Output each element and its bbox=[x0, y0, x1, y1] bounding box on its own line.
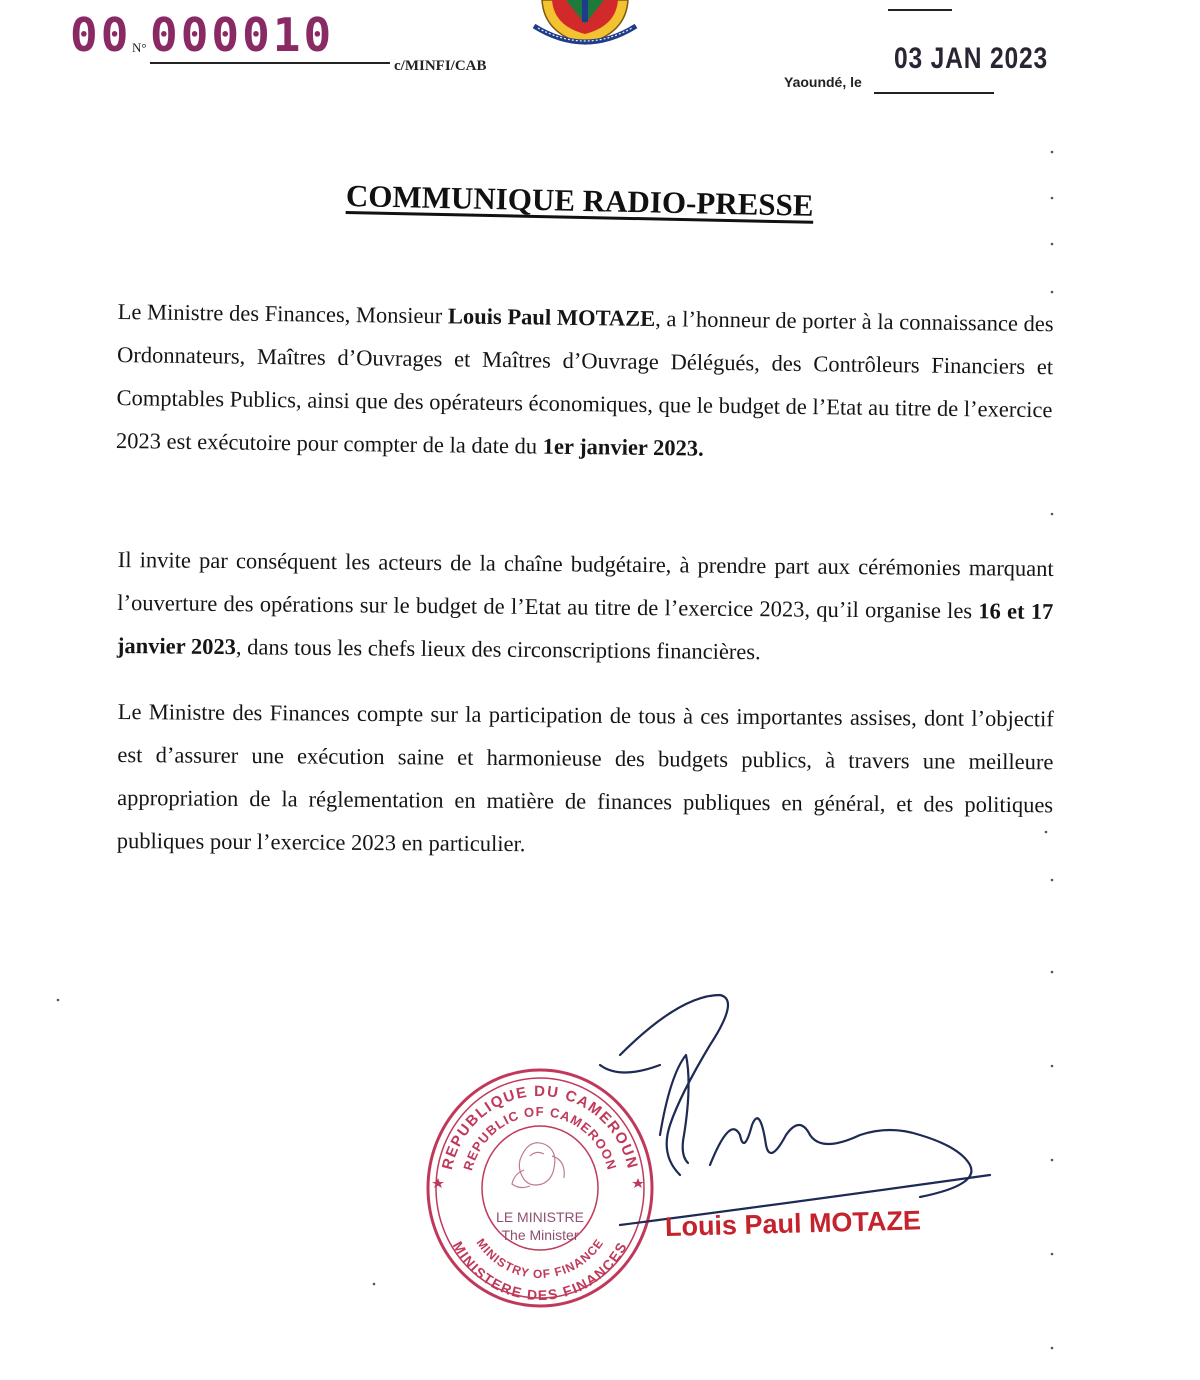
date-underline bbox=[874, 92, 994, 94]
document-title: COMMUNIQUE RADIO-PRESSE bbox=[345, 178, 814, 223]
seal-title-fr: LE MINISTRE bbox=[496, 1209, 584, 1225]
paragraph-1-text-a: Le Ministre des Finances, Monsieur bbox=[117, 298, 449, 329]
seal-title-en: The Minister bbox=[501, 1227, 579, 1243]
paragraph-1 bbox=[116, 290, 1054, 474]
paragraph-2-event-dates: 16 et 17 janvier 2023 bbox=[116, 598, 1054, 660]
reference-underline bbox=[150, 62, 390, 64]
paragraph-1-text-b: , a l’honneur de porter à la connaissance des Ordonnateurs, Maîtres d’Ouvrages et Maîtres d’Ouvrage Délégués, des Contrôleurs Financiers et Comptables Publics, ainsi que des opérateurs économiques, que le budget de l’Etat au titre de l’exercice 2023 est exécutoire pour compter de la date du bbox=[115, 306, 1054, 459]
paragraph-1-minister-name: Louis Paul MOTAZE bbox=[447, 303, 656, 332]
paragraph-2-text-b: , dans tous les chefs lieux des circonscriptions financières. bbox=[235, 634, 761, 665]
paragraph-2-text-a: Il invite par conséquent les acteurs de la chaîne budgétaire, à prendre part aux cérémonies marquant l’ouverture des opérations sur le budget de l’Etat au titre de l’exercice 2023, qu’il organise les bbox=[117, 546, 1054, 624]
top-rule bbox=[888, 9, 952, 11]
date-place-label: Yaoundé, le bbox=[784, 74, 862, 90]
seal-lady-head-icon bbox=[512, 1143, 564, 1188]
paragraph-3 bbox=[117, 690, 1054, 869]
reference-prefix-stamp: 00 bbox=[70, 8, 132, 62]
reference-suffix: c/MINFI/CAB bbox=[394, 58, 487, 74]
paragraph-1-effective-date: 1er janvier 2023. bbox=[542, 433, 704, 461]
seal-inner-top-text: REPUBLIC OF CAMEROON bbox=[460, 1104, 620, 1173]
reference-number-stamp: 000010 bbox=[150, 8, 335, 62]
paragraph-2 bbox=[117, 538, 1054, 676]
seal-outer-bottom-text: MINISTERE DES FINANCES bbox=[449, 1238, 631, 1304]
seal-outer-top-text: REPUBLIQUE DU CAMEROUN bbox=[438, 1082, 642, 1172]
coat-of-arms-emblem bbox=[530, 0, 640, 46]
paragraph-3-text: Le Ministre des Finances compte sur la participation de tous à ces importantes assises, dont l’objectif est d’assurer une exécution saine et harmonieuse des budgets publics, à travers une meilleure appropriation de la réglementation en matière de finances publiques en général, et des politiques publiques pour l’exercice 2023 en particulier. bbox=[116, 698, 1054, 857]
signer-name: Louis Paul MOTAZE bbox=[664, 1205, 922, 1242]
date-stamp: 03 JAN 2023 bbox=[894, 42, 1048, 75]
reference-no-label: N° bbox=[132, 40, 147, 55]
seal-inner-bottom-text: MINISTRY OF FINANCE bbox=[473, 1235, 607, 1282]
